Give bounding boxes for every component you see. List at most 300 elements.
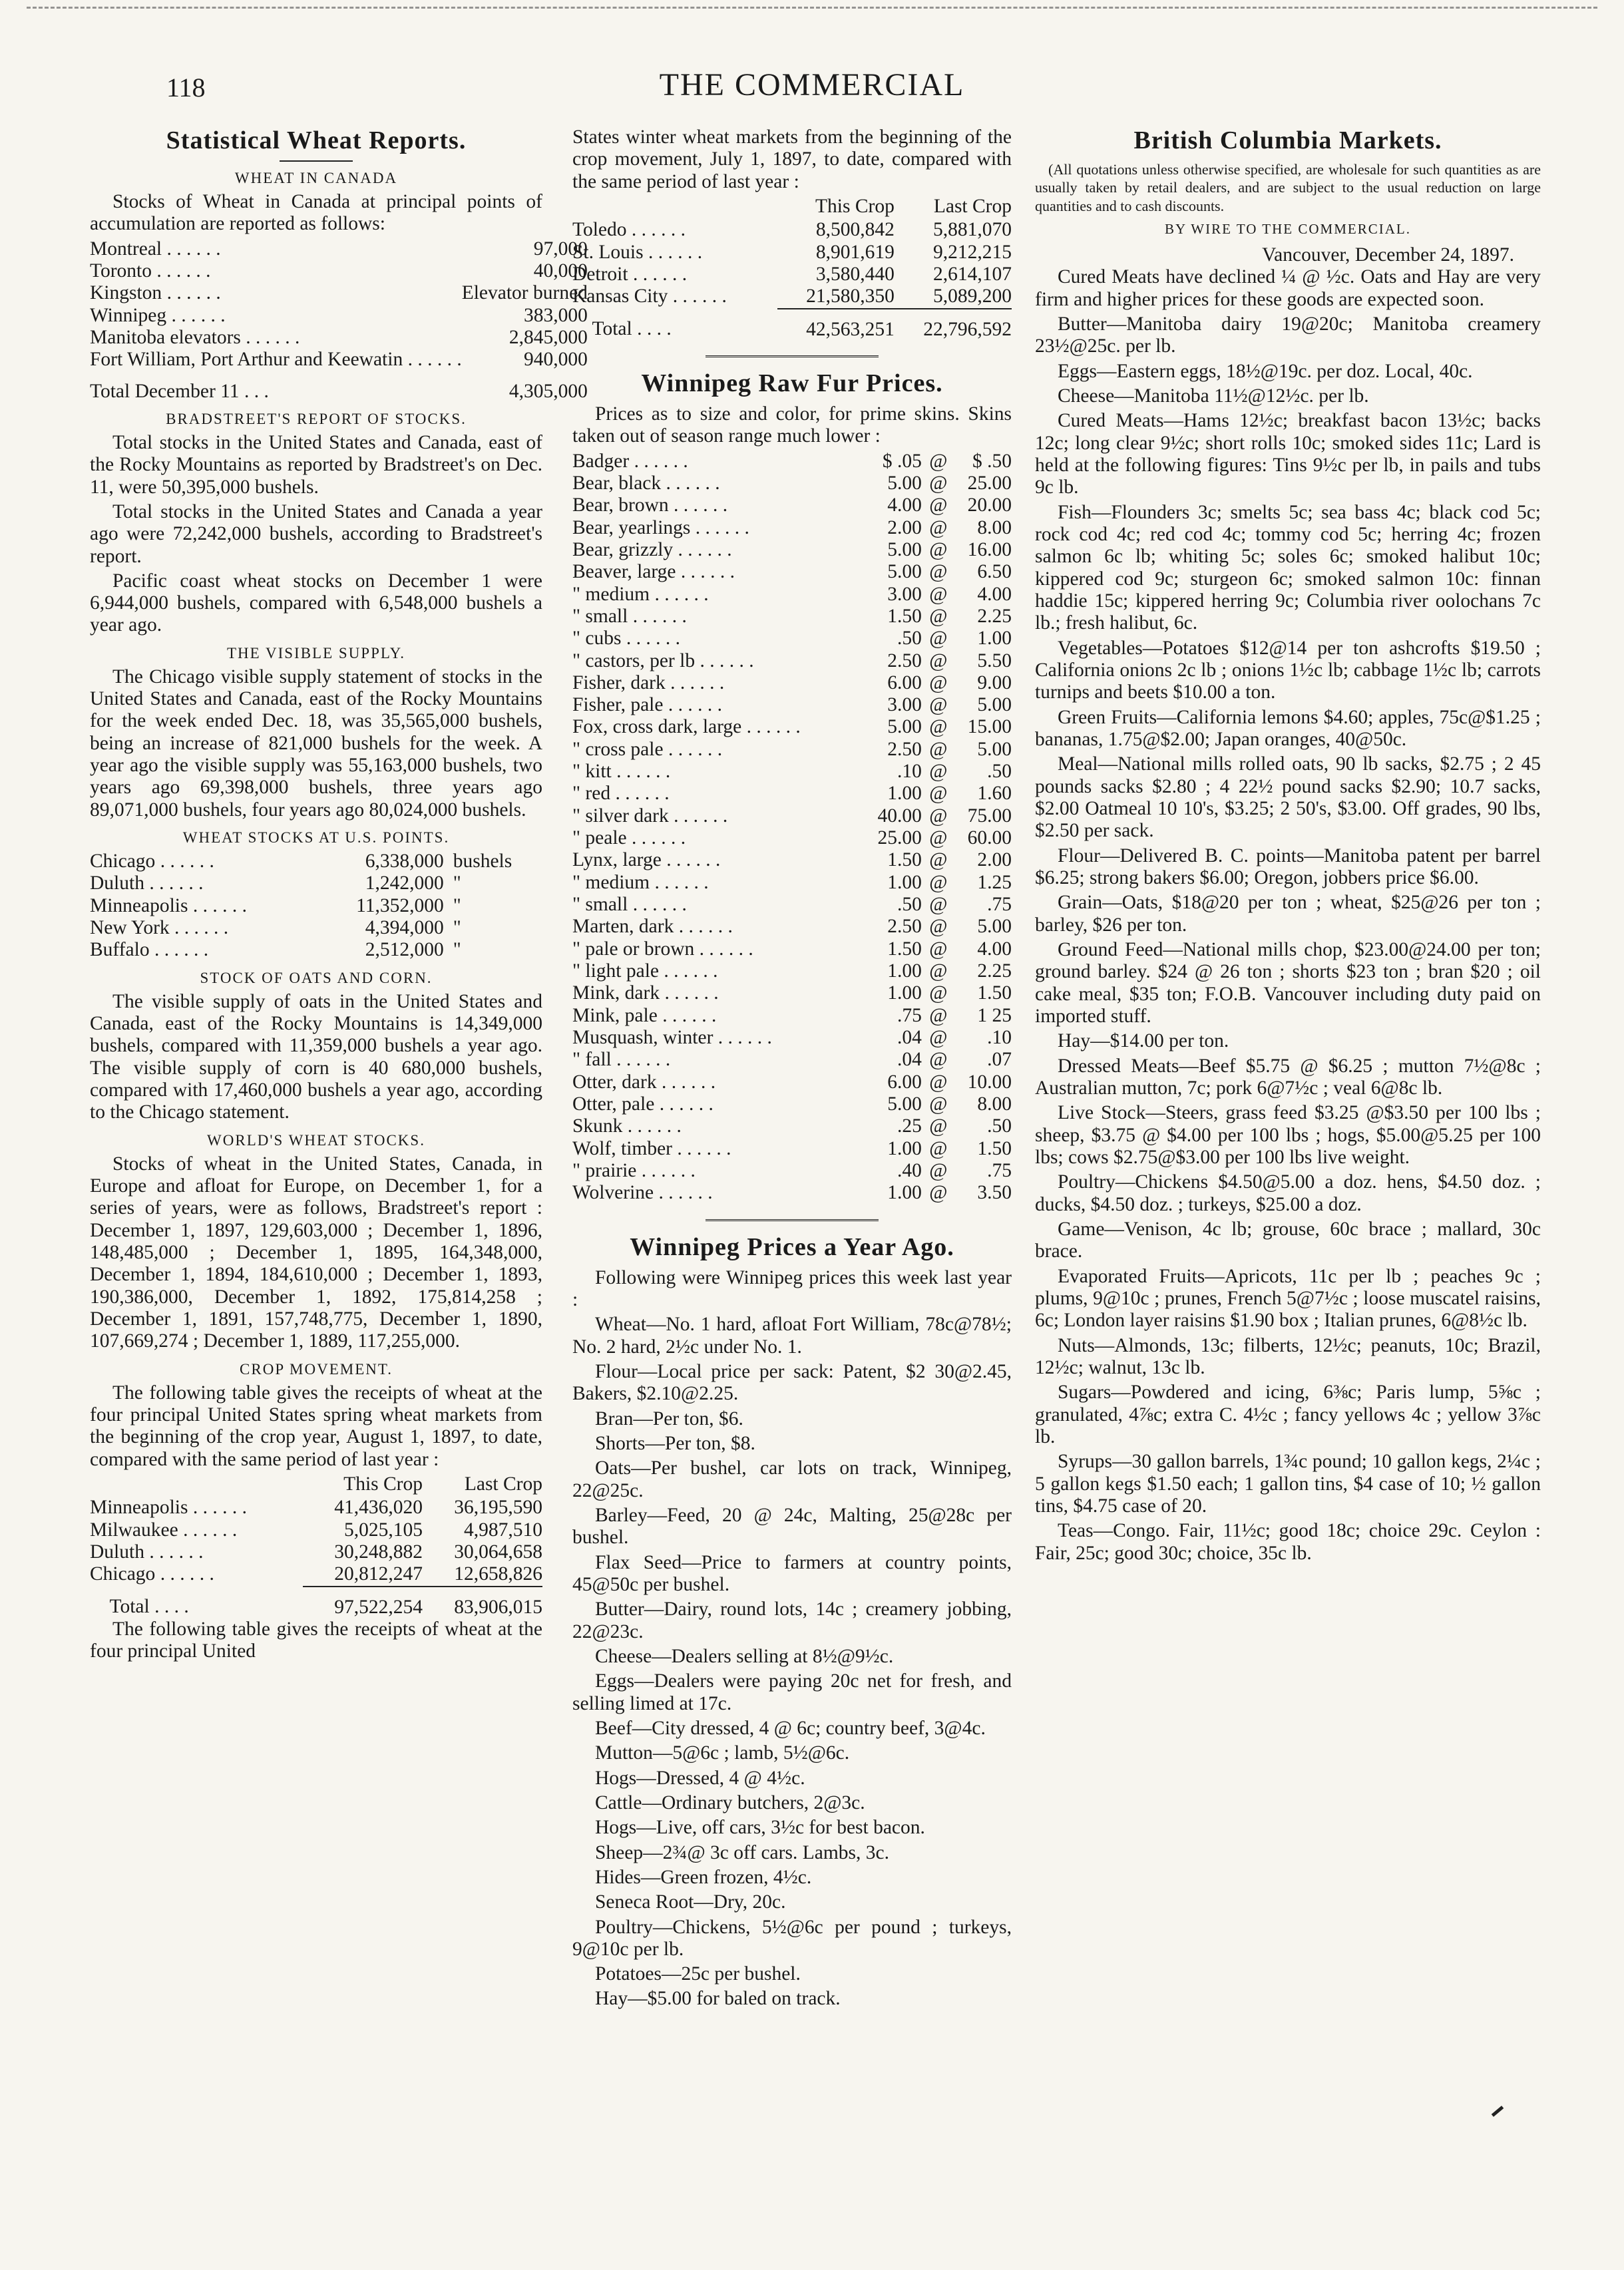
total-last: 83,906,015 — [423, 1587, 542, 1618]
price-high: 3.50 — [977, 1182, 1012, 1204]
at-sign: @ — [929, 538, 948, 560]
stock-unit: " — [453, 917, 461, 939]
price-high: .07 — [987, 1049, 1012, 1071]
crop-movement-p1: The following table gives the receipts of wheat at the four principal United States spring wheat markets from the beginning of the crop year, August 1, 1897, to date, compared with the same period of last year : — [90, 1382, 542, 1470]
masthead-title: THE COMMERCIAL — [659, 67, 965, 102]
col-this-crop: This Crop — [343, 1473, 423, 1495]
price-low: 5.00 — [887, 716, 922, 738]
place-name: Detroit . . . . . . — [572, 263, 688, 285]
last-crop-value: 5,881,070 — [933, 219, 1012, 241]
at-sign: @ — [929, 1115, 948, 1137]
table-row — [572, 628, 1012, 650]
market-paragraph: Flour—Delivered B. C. points—Manitoba patent per barrel $6.25; strong bakers $6.00; Oregon, jobbers price $6.00. — [1035, 845, 1541, 889]
at-sign: @ — [929, 561, 948, 583]
stock-value: 6,338,000 — [365, 851, 444, 872]
table-row — [572, 694, 1012, 716]
place-name: Toledo . . . . . . — [572, 219, 686, 241]
fur-prices-table — [572, 451, 1012, 1205]
price-low: 4.00 — [887, 494, 922, 516]
fur-name: " castors, per lb . . . . . . — [572, 650, 754, 671]
place-name: New York . . . . . . — [90, 917, 229, 939]
place-name: Fort William, Port Arthur and Keewatin . . . . . . — [90, 349, 462, 371]
table-row — [90, 282, 588, 304]
fur-name: Otter, pale . . . . . . — [572, 1093, 713, 1115]
market-paragraph: Cured Meats—Hams 12½c; breakfast bacon 13½c; backs 12c; long clear 9½c; short rolls 10c; smoked sides 11c; Lard is held at the following figures: Tins 9½c per lb, in pails and tubs 9c lb. — [1035, 410, 1541, 498]
at-sign: @ — [929, 450, 948, 472]
bradstreet-p1: Total stocks in the United States and Canada, east of the Rocky Mountains as reported by Bradstreet's on Dec. 11, were 50,395,000 bushels. — [90, 431, 542, 498]
spring-wheat-table — [90, 1473, 542, 1618]
at-sign: @ — [929, 1093, 948, 1115]
at-sign: @ — [929, 1137, 948, 1159]
total-this: 97,522,254 — [303, 1587, 423, 1618]
table-row — [90, 851, 542, 872]
at-sign: @ — [929, 516, 948, 538]
price-low: .50 — [897, 894, 922, 916]
price-low: 40.00 — [877, 805, 922, 827]
market-paragraph: Hay—$14.00 per ton. — [1058, 1030, 1229, 1052]
table-row — [572, 1005, 1012, 1027]
price-high: 5.00 — [977, 738, 1012, 760]
table-row — [90, 872, 542, 894]
fur-name: Mink, pale . . . . . . — [572, 1004, 717, 1026]
market-paragraph: Eggs—Eastern eggs, 18½@19c. per doz. Local, 40c. — [1058, 360, 1473, 382]
total-last: 22,796,592 — [895, 309, 1012, 341]
at-sign: @ — [929, 1160, 948, 1182]
fur-name: " cubs . . . . . . — [572, 628, 680, 650]
at-sign: @ — [929, 938, 948, 960]
at-sign: @ — [929, 916, 948, 938]
place-name: St. Louis . . . . . . — [572, 241, 703, 263]
price-low: $ .05 — [882, 450, 922, 472]
market-paragraph: Live Stock—Steers, grass feed $3.25 @$3.50 per 100 lbs ; sheep, $3.75 @ $4.00 per 100 lbs ; hogs, $5.00@5.25 per 100 lbs; cows $2.75@$3.00 per 100 lbs live weight. — [1035, 1102, 1541, 1168]
market-paragraph: Green Fruits—California lemons $4.60; apples, 75c@$1.25 ; bananas, 1.75@$2.00; Japan oranges, 40@50c. — [1035, 706, 1541, 751]
price-paragraph: Mutton—5@6c ; lamb, 5½@6c. — [595, 1742, 850, 1764]
at-sign: @ — [929, 805, 948, 827]
table-row — [572, 1027, 1012, 1049]
stock-value: 2,845,000 — [508, 326, 588, 348]
crop-movement-heading: CROP MOVEMENT. — [240, 1360, 393, 1378]
year-ago-title: Winnipeg Prices a Year Ago. — [630, 1232, 954, 1261]
price-paragraph: Seneca Root—Dry, 20c. — [595, 1891, 786, 1913]
price-high: 75.00 — [967, 805, 1012, 827]
this-crop-value: 8,500,842 — [815, 219, 895, 241]
price-high: .10 — [987, 1027, 1012, 1049]
worlds-wheat-p1: Stocks of wheat in the United States, Canada, in Europe and afloat for Europe, on December 1, for a series of years, were as follows, Bradstreet's report : December 1, 1897, 129,603,000 ; December 1, 1896, 148,485,000 ; December 1, 1895, 164,348,000, December 1, 1894, 184,610,000 ; December 1, 1893, 190,386,000, December 1, 1892, 175,814,258 ; December 1, 1891, 157,748,775, December 1, 1890, 107,669,274 ; December 1, 1889, 117,255,000. — [90, 1153, 542, 1352]
at-sign: @ — [929, 1182, 948, 1204]
place-name: Buffalo . . . . . . — [90, 939, 209, 961]
stock-value: 1,242,000 — [365, 872, 444, 894]
at-sign: @ — [929, 761, 948, 783]
fur-name: Wolverine . . . . . . — [572, 1182, 713, 1204]
price-high: 2.00 — [977, 849, 1012, 871]
price-paragraph: Wheat—No. 1 hard, afloat Fort William, 78c@78½; No. 2 hard, 2½c under No. 1. — [572, 1314, 1012, 1358]
fur-name: Lynx, large . . . . . . — [572, 849, 721, 871]
market-paragraph: Evaporated Fruits—Apricots, 11c per lb ; peaches 9c ; plums, 9@10c ; prunes, French 5@7½c ; loose muscatel raisins, 6c; London layer raisins $1.90 box ; Italian prunes, 6@8½c lb. — [1035, 1265, 1541, 1332]
stock-unit: " — [453, 939, 461, 961]
stock-value: 11,352,000 — [356, 894, 444, 916]
price-high: 2.25 — [977, 960, 1012, 982]
fur-name: Badger . . . . . . — [572, 450, 688, 472]
table-row — [572, 894, 1012, 916]
table-row — [572, 451, 1012, 473]
bradstreet-p2: Total stocks in the United States and Canada a year ago were 72,242,000 bushels, according to Bradstreet's report. — [90, 500, 542, 567]
right-column — [1035, 126, 1541, 1567]
table-row — [90, 260, 588, 282]
crop-movement-p2: The following table gives the receipts of wheat at the four principal United — [90, 1618, 542, 1662]
winter-total-row — [572, 309, 1012, 341]
total-label: Total . . . . — [592, 317, 672, 339]
at-sign: @ — [929, 871, 948, 893]
price-low: 1.00 — [887, 1137, 922, 1159]
market-paragraph: Nuts—Almonds, 13c; filberts, 12½c; peanuts, 10c; Brazil, 12½c; walnut, 13c lb. — [1035, 1334, 1541, 1378]
table-row — [572, 517, 1012, 539]
price-low: .40 — [897, 1160, 922, 1182]
price-high: 6.50 — [977, 561, 1012, 583]
price-low: 1.00 — [887, 871, 922, 893]
us-points-table — [90, 851, 542, 962]
price-high: 4.00 — [977, 938, 1012, 960]
stock-unit: bushels — [453, 851, 512, 872]
stock-unit: " — [453, 872, 461, 894]
table-row — [572, 1071, 1012, 1093]
price-low: 25.00 — [877, 827, 922, 849]
price-paragraph: Cattle—Ordinary butchers, 2@3c. — [595, 1792, 865, 1813]
table-row — [572, 606, 1012, 628]
fur-name: Mink, dark . . . . . . — [572, 982, 719, 1004]
visible-supply-p1: The Chicago visible supply statement of stocks in the United States and Canada, east of the Rocky Mountains for the week ended Dec. 18, was 35,565,000 bushels, being an increase of 821,000 bushels for the week. A year ago the visible supply was 55,163,000 bushels, two years ago 69,398,000 bushels, three years ago 89,071,000 bushels, four years ago 80,024,000 bushels. — [90, 665, 542, 821]
price-paragraph: Butter—Dairy, round lots, 14c ; creamery jobbing, 22@23c. — [572, 1599, 1012, 1642]
price-high: 5.00 — [977, 916, 1012, 938]
table-row — [572, 561, 1012, 583]
fur-name: Beaver, large . . . . . . — [572, 561, 735, 583]
spring-total-row — [90, 1587, 542, 1618]
place-name: Duluth . . . . . . — [90, 1541, 204, 1563]
this-crop-value: 41,436,020 — [334, 1497, 423, 1519]
at-sign: @ — [929, 583, 948, 605]
oats-corn-p1: The visible supply of oats in the United States and Canada, east of the Rocky Mountains is 14,349,000 bushels, compared with 11,359,000 bushels a year ago. The visible supply of corn is 40 680,000 bushels, compared with 17,460,000 bushels a year ago, according to the Chicago statement. — [90, 990, 542, 1123]
this-crop-value: 30,248,882 — [334, 1541, 423, 1563]
table-row — [572, 872, 1012, 894]
fur-name: Marten, dark . . . . . . — [572, 916, 733, 938]
price-low: .75 — [897, 1004, 922, 1026]
last-crop-value: 12,658,826 — [454, 1563, 542, 1585]
price-low: 1.50 — [887, 938, 922, 960]
place-name: Toronto . . . . . . — [90, 260, 211, 282]
table-row — [572, 494, 1012, 516]
price-low: .25 — [897, 1115, 922, 1137]
price-low: 2.50 — [887, 738, 922, 760]
fur-name: " peale . . . . . . — [572, 827, 686, 849]
fur-name: " kitt . . . . . . — [572, 761, 671, 783]
table-row — [90, 349, 588, 371]
col-last-crop: Last Crop — [464, 1473, 542, 1495]
table-row — [90, 1497, 542, 1519]
price-high: 1.50 — [977, 982, 1012, 1004]
at-sign: @ — [929, 494, 948, 516]
market-paragraph: Poultry—Chickens $4.50@5.00 a doz. hens, $4.50 doz. ; ducks, $4.50 doz. ; turkeys, $25.00 a doz. — [1035, 1171, 1541, 1215]
last-crop-value: 36,195,590 — [454, 1497, 542, 1519]
fur-name: Wolf, timber . . . . . . — [572, 1137, 731, 1159]
last-crop-value: 5,089,200 — [933, 285, 1012, 307]
price-low: 2.50 — [887, 650, 922, 671]
place-name: Kingston . . . . . . — [90, 282, 221, 304]
fur-name: " medium . . . . . . — [572, 583, 709, 605]
market-paragraph: Vegetables—Potatoes $12@14 per ton ashcrofts $19.50 ; California onions 2c lb ; onions 1½c lb; cabbage 1½c lb; carrots turnips and beets $10.00 a ton. — [1035, 637, 1541, 703]
price-low: .10 — [897, 761, 922, 783]
last-crop-value: 30,064,658 — [454, 1541, 542, 1563]
table-row — [572, 1182, 1012, 1204]
table-row — [572, 982, 1012, 1004]
price-low: 5.00 — [887, 472, 922, 494]
visible-supply-heading: THE VISIBLE SUPPLY. — [226, 644, 406, 662]
price-paragraph: Following were Winnipeg prices this week last year : — [572, 1266, 1012, 1310]
bc-markets-title: British Columbia Markets. — [1133, 126, 1442, 154]
table-row — [572, 473, 1012, 494]
wheat-canada-intro: Stocks of Wheat in Canada at principal points of accumulation are reported as follows: — [90, 190, 542, 235]
market-paragraph: Teas—Congo. Fair, 11½c; good 18c; choice 29c. Ceylon : Fair, 25c; good 30c; choice, 35c lb. — [1035, 1520, 1541, 1564]
this-crop-value: 21,580,350 — [806, 285, 895, 307]
price-high: 60.00 — [967, 827, 1012, 849]
fur-name: " red . . . . . . — [572, 783, 670, 805]
fur-name: " prairie . . . . . . — [572, 1160, 696, 1182]
stock-value: 2,512,000 — [365, 939, 444, 961]
bc-markets-body — [1035, 266, 1541, 1564]
table-row — [572, 916, 1012, 938]
place-name: Winnipeg . . . . . . — [90, 304, 226, 326]
price-paragraph: Hay—$5.00 for baled on track. — [595, 1988, 841, 2010]
price-paragraph: Flax Seed—Price to farmers at country points, 45@50c per bushel. — [572, 1551, 1012, 1595]
oats-corn-heading: STOCK OF OATS AND CORN. — [200, 969, 433, 986]
col-this-crop: This Crop — [815, 195, 895, 217]
stock-value: 97,000 — [533, 238, 588, 260]
price-low: .04 — [897, 1049, 922, 1071]
at-sign: @ — [929, 1049, 948, 1071]
table-row — [572, 1115, 1012, 1137]
bradstreet-heading: BRADSTREET'S REPORT OF STOCKS. — [166, 410, 467, 427]
table-row — [572, 849, 1012, 871]
at-sign: @ — [929, 738, 948, 760]
this-crop-value: 5,025,105 — [344, 1519, 423, 1541]
statistical-wheat-title: Statistical Wheat Reports. — [166, 126, 467, 154]
table-row — [572, 264, 1012, 285]
market-paragraph: Dressed Meats—Beef $5.75 @ $6.25 ; mutton 7½@8c ; Australian mutton, 7c; pork 6@7½c ; veal 6@8c lb. — [1035, 1055, 1541, 1099]
table-row — [90, 1563, 542, 1586]
fur-name: Bear, black . . . . . . — [572, 472, 720, 494]
price-high: .50 — [987, 761, 1012, 783]
this-crop-value: 20,812,247 — [334, 1563, 423, 1585]
price-low: 1.50 — [887, 849, 922, 871]
market-paragraph: Syrups—30 gallon barrels, 1¾c pound; 10 gallon kegs, 2¼c ; 5 gallon kegs $1.50 each; 1 gallon tins, $4 case of 10; ½ gallon tins, $4.75 case of 20. — [1035, 1451, 1541, 1517]
at-sign: @ — [929, 1027, 948, 1049]
at-sign: @ — [929, 605, 948, 627]
fur-name: " small . . . . . . — [572, 605, 687, 627]
ink-mark — [1492, 2106, 1504, 2117]
fur-name: " cross pale . . . . . . — [572, 738, 723, 760]
bc-markets-note: (All quotations unless otherwise specified, are wholesale for such quantities as are usually taken by retail dealers, and are subject to the usual reduction on large quantities and to cash discounts. — [1035, 160, 1541, 214]
fur-name: Bear, brown . . . . . . — [572, 494, 728, 516]
table-row — [572, 584, 1012, 606]
this-crop-value: 8,901,619 — [815, 241, 895, 263]
price-low: 1.00 — [887, 982, 922, 1004]
fur-name: Musquash, winter . . . . . . — [572, 1027, 772, 1049]
winter-wheat-table — [572, 196, 1012, 341]
wheat-canada-total-row — [90, 371, 588, 403]
place-name: Chicago . . . . . . — [90, 1563, 214, 1585]
table-row — [90, 1519, 542, 1541]
price-high: 16.00 — [967, 538, 1012, 560]
table-row — [90, 238, 588, 260]
price-low: .04 — [897, 1027, 922, 1049]
fur-name: " medium . . . . . . — [572, 871, 709, 893]
price-paragraph: Potatoes—25c per bushel. — [595, 1963, 801, 1985]
fur-name: " small . . . . . . — [572, 894, 687, 916]
fur-name: Fisher, dark . . . . . . — [572, 671, 725, 693]
total-label: Total December 11 . . . — [90, 380, 269, 402]
price-high: 4.00 — [977, 583, 1012, 605]
section-rule — [706, 355, 879, 357]
price-high: 25.00 — [967, 472, 1012, 494]
table-row — [572, 783, 1012, 805]
table-row — [572, 672, 1012, 694]
table-row — [572, 1049, 1012, 1071]
price-low: 3.00 — [887, 694, 922, 716]
table-row — [572, 242, 1012, 264]
wheat-in-canada-heading: WHEAT IN CANADA — [234, 169, 398, 186]
market-paragraph: Meal—National mills rolled oats, 90 lb sacks, $2.75 ; 2 45 pounds sacks $2.80 ; 4 22½ pound sacks $2.90; 10.7 sacks, $2.00 Oatmeal 10 10's, $3.25; 2 50's, $3.00. Off grades, 90 lbs, $2.50 per sack. — [1035, 753, 1541, 842]
last-crop-value: 2,614,107 — [933, 263, 1012, 285]
last-crop-value: 9,212,215 — [933, 241, 1012, 263]
top-edge-rule — [27, 7, 1597, 13]
market-paragraph: Fish—Flounders 3c; smelts 5c; sea bass 4c; black cod 5c; rock cod 4c; red cod 4c; tommy cod 5c; herring 4c; frozen salmon 6c lb; whiting 5c; soles 6c; smoked halibut 10c; kippered cod 9c; sturgeon 6c; smoked salmon 10c: finnan haddie 15c; kippered herring 9c; Columbia river oolochans 7c lb.; fresh halibut, 6c. — [1035, 501, 1541, 634]
stock-value: 4,394,000 — [365, 917, 444, 939]
price-high: 8.00 — [977, 1093, 1012, 1115]
at-sign: @ — [929, 960, 948, 982]
at-sign: @ — [929, 982, 948, 1004]
stock-value: 40,000 — [533, 260, 588, 282]
bc-markets-byline: BY WIRE TO THE COMMERCIAL. — [1165, 221, 1411, 238]
price-paragraph: Beef—City dressed, 4 @ 6c; country beef, 3@4c. — [595, 1717, 986, 1739]
winter-wheat-cont: States winter wheat markets from the beginning of the crop movement, July 1, 1897, to date, compared with the same period of last year : — [572, 126, 1012, 192]
price-low: 1.00 — [887, 960, 922, 982]
place-name: Milwaukee . . . . . . — [90, 1519, 238, 1541]
price-low: .50 — [897, 628, 922, 650]
price-high: 1.00 — [977, 628, 1012, 650]
price-high: 5.50 — [977, 650, 1012, 671]
table-row — [572, 219, 1012, 241]
table-row — [572, 938, 1012, 960]
price-paragraph: Barley—Feed, 20 @ 24c, Malting, 25@28c per bushel. — [572, 1504, 1012, 1549]
price-high: 10.00 — [967, 1071, 1012, 1093]
price-paragraph: Eggs—Dealers were paying 20c net for fresh, and selling limed at 17c. — [572, 1670, 1012, 1714]
fur-name: Bear, yearlings . . . . . . — [572, 516, 749, 538]
table-row — [572, 805, 1012, 827]
price-high: 8.00 — [977, 516, 1012, 538]
price-high: 1.50 — [977, 1137, 1012, 1159]
market-paragraph: Cheese—Manitoba 11½@12½c. per lb. — [1058, 385, 1369, 407]
fur-name: " fall . . . . . . — [572, 1049, 671, 1071]
table-row — [90, 305, 588, 327]
price-high: 1 25 — [977, 1004, 1012, 1026]
price-paragraph: Cheese—Dealers selling at 8½@9½c. — [595, 1645, 894, 1667]
place-name: Duluth . . . . . . — [90, 872, 204, 894]
price-low: 1.00 — [887, 783, 922, 805]
table-row — [90, 917, 542, 939]
price-low: 2.00 — [887, 516, 922, 538]
fur-name: Fox, cross dark, large . . . . . . — [572, 716, 801, 738]
middle-column — [572, 126, 1012, 2013]
market-paragraph: Ground Feed—National mills chop, $23.00@24.00 per ton; ground barley. $24 @ 26 ton ; shorts $23 ton ; bran $20 ; oil cake meal, $35 ton; F.O.B. Vancouver including duty paid on imported stuff. — [1035, 939, 1541, 1027]
place-name: Minneapolis . . . . . . — [90, 1497, 247, 1519]
price-low: 5.00 — [887, 1093, 922, 1115]
section-rule — [706, 1219, 879, 1221]
at-sign: @ — [929, 628, 948, 650]
table-row — [572, 1138, 1012, 1160]
stock-value: 383,000 — [524, 304, 588, 326]
place-name: Minneapolis . . . . . . — [90, 894, 247, 916]
price-high: 15.00 — [967, 716, 1012, 738]
price-high: .50 — [987, 1115, 1012, 1137]
fur-name: Bear, grizzly . . . . . . — [572, 538, 732, 560]
market-paragraph: Cured Meats have declined ¼ @ ½c. Oats and Hay are very firm and higher prices for these goods are expected soon. — [1035, 266, 1541, 310]
left-column — [90, 126, 588, 1666]
price-paragraph: Hogs—Live, off cars, 3½c for best bacon. — [595, 1817, 925, 1839]
price-low: 5.00 — [887, 561, 922, 583]
price-high: 1.60 — [977, 783, 1012, 805]
price-high: .75 — [987, 1160, 1012, 1182]
total-value: 4,305,000 — [508, 380, 588, 402]
at-sign: @ — [929, 716, 948, 738]
table-row — [572, 716, 1012, 738]
stock-value: Elevator burned — [461, 282, 588, 304]
market-paragraph: Grain—Oats, $18@20 per ton ; wheat, $25@26 per ton ; barley, $26 per ton. — [1035, 892, 1541, 936]
price-low: 2.50 — [887, 916, 922, 938]
price-high: 20.00 — [967, 494, 1012, 516]
table-row — [90, 1541, 542, 1563]
table-row — [572, 960, 1012, 982]
wheat-canada-table — [90, 238, 588, 403]
at-sign: @ — [929, 827, 948, 849]
place-name: Manitoba elevators . . . . . . — [90, 326, 300, 348]
at-sign: @ — [929, 671, 948, 693]
market-paragraph: Game—Venison, 4c lb; grouse, 60c brace ; mallard, 30c brace. — [1035, 1218, 1541, 1262]
table-row — [572, 1093, 1012, 1115]
bradstreet-p3: Pacific coast wheat stocks on December 1 were 6,944,000 bushels, compared with 6,548,000 bushels a year ago. — [90, 570, 542, 636]
table-row — [572, 1160, 1012, 1182]
at-sign: @ — [929, 849, 948, 871]
year-ago-body — [572, 1267, 1012, 2010]
table-row — [90, 327, 588, 349]
table-row — [572, 285, 1012, 308]
fur-name: " silver dark . . . . . . — [572, 805, 728, 827]
fur-name: Skunk . . . . . . — [572, 1115, 682, 1137]
col-last-crop: Last Crop — [933, 195, 1012, 217]
fur-name: Otter, dark . . . . . . — [572, 1071, 716, 1093]
page-number: 118 — [166, 73, 206, 102]
price-paragraph: Bran—Per ton, $6. — [595, 1408, 743, 1429]
price-low: 3.00 — [887, 583, 922, 605]
place-name: Montreal . . . . . . — [90, 238, 221, 260]
table-row — [572, 650, 1012, 672]
at-sign: @ — [929, 650, 948, 671]
market-paragraph: Butter—Manitoba dairy 19@20c; Manitoba creamery 23½@25c. per lb. — [1035, 313, 1541, 357]
total-this: 42,563,251 — [777, 309, 895, 341]
place-name: Kansas City . . . . . . — [572, 285, 727, 307]
last-crop-value: 4,987,510 — [464, 1519, 542, 1541]
bc-markets-dateline: Vancouver, December 24, 1897. — [1262, 244, 1514, 266]
worlds-wheat-heading: WORLD'S WHEAT STOCKS. — [207, 1131, 425, 1149]
price-paragraph: Flour—Local price per sack: Patent, $2 30@2.45, Bakers, $2.10@2.25. — [572, 1360, 1012, 1405]
price-high: 9.00 — [977, 671, 1012, 693]
